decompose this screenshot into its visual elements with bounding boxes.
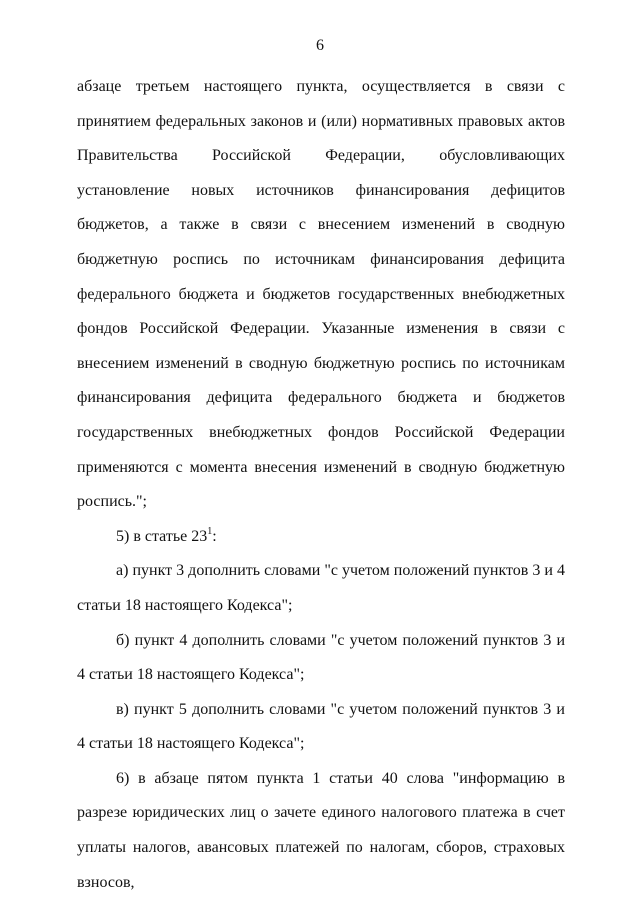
page-number: 6 xyxy=(316,37,324,54)
paragraph-item-a: а) пункт 3 дополнить словами "с учетом положений пунктов 3 и 4 статьи 18 настоящего Кодекса"; xyxy=(77,562,565,614)
item-5-text: 5) в статье 23 xyxy=(116,527,208,545)
item-5-colon: : xyxy=(212,527,217,545)
paragraph-item-v: в) пункт 5 дополнить словами "с учетом положений пунктов 3 и 4 статьи 18 настоящего Кодекса"; xyxy=(77,700,565,753)
item-5-superscript: 1 xyxy=(207,525,213,537)
paragraph-continuation: абзаце третьем настоящего пункта, осуществляется в связи с принятием федеральных законов и (или) нормативных правовых актов Правительства Российской Федерации, обусловливающих установление новых источников финансирования дефицитов бюджетов, а также в связи с внесением изменений в сводную бюджетную роспись по источникам финансирования дефицита федерального бюджета и бюджетов государственных внебюджетных фондов Российской Федерации. Указанные изменения в связи с внесением изменений в сводную бюджетную роспись по источникам финансирования дефицита федерального бюджета и бюджетов государственных внебюджетных фондов Российской Федерации применяются с момента внесения изменений в сводную бюджетную роспись."; xyxy=(77,78,565,511)
paragraph-item-5 xyxy=(77,520,565,555)
paragraph-item-6: 6) в абзаце пятом пункта 1 статьи 40 слова "информацию в разрезе юридических лиц о зачете единого налогового платежа в счет уплаты налогов, авансовых платежей по налогам, сборов, страховых взносов, xyxy=(77,769,565,891)
document-body xyxy=(77,70,565,900)
paragraph-item-b: б) пункт 4 дополнить словами "с учетом положений пунктов 3 и 4 статьи 18 настоящего Кодекса"; xyxy=(77,631,565,684)
